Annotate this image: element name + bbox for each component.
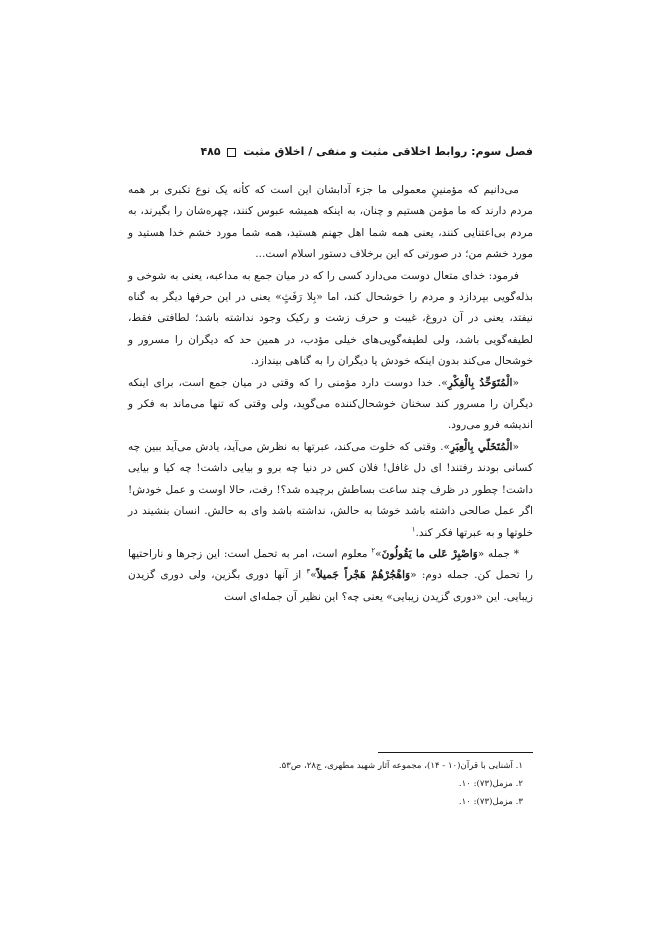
paragraph <box>128 373 533 437</box>
footnote: ۱. آشنایی با قرآن(۱۰ - ۱۴)، مجموعه آثار شهید مطهری، ج۲۸، ص۵۳. <box>278 761 523 771</box>
quote-text: الْمُتَخَلّي بِالْعِبَرِ <box>449 440 513 453</box>
text-run: از آنها دوری بگزین، ولی دوری گزیدن زیبایی. این «دوری گزیدن زیبایی» یعنی چه؟ این نظیر آن جمله‌ای است <box>128 569 533 603</box>
footnote-ref: ۲ <box>371 546 376 555</box>
chapter-title: فصل سوم: روابط اخلاقی مثبت و منفی / اخلاق مثبت <box>243 145 533 158</box>
paragraph <box>128 437 533 544</box>
body-text <box>128 180 533 608</box>
running-header <box>128 145 533 165</box>
text-run: ». خدا دوست دارد مؤمنی را که وقتی در میان جمع است، برای اینکه دیگران را مسرور کند سخنان خوشحال‌کننده می‌گوید، ولی وقتی که تنها می‌ماند به فکر و اندیشه فرو می‌رود. <box>128 376 533 432</box>
text-run: فرمود: خدای متعال دوست می‌دارد کسی را که در میان جمع به مداعبه، یعنی به شوخی و بذله‌گویی بپردازد و مردم را خوشحال کند، اما «بِلا رَفَثٍ» یعنی در این حرفها دیگر به گناه نیفتد، یعنی در آن دروغ، غیبت و حرف زشت و رکیک وجود نداشته باشد؛ لطافتی فقط، لطیفه‌گویی باشد، ولی لطیفه‌گویی‌های خیلی مؤدب، در همین حد که دیگران را مسرور و خوشحال می‌کند بدون اینکه خودش یا دیگران را به گناهی بیندازد. <box>128 269 533 368</box>
footnote: ۳. مزمل(۷۳): ۱۰. <box>458 797 523 807</box>
square-icon <box>227 148 236 157</box>
quote-text: وَاصْبِرْ عَلى ما يَقُولُونَ <box>381 547 478 560</box>
text-run: » <box>375 547 382 560</box>
footnotes <box>128 757 533 811</box>
text-run: می‌دانیم که مؤمنینِ معمولی ما جزء آدابشان این است که کأنه یک نوع تکبری بر همه مردم دارند که ما مؤمن هستیم و چنان، به اینکه همیشه عبوس کنند، چهره‌شان را بگیرند، به مردم بی‌اعتنایی کنند، یعنی همه شما اهل جهنم هستید، همه شما مورد خشم خدا هستید و مورد خشم من؛ در صورتی که این برخلاف دستور اسلام است... <box>128 184 533 261</box>
footnote-ref: ۱ <box>411 524 416 533</box>
text-run: معلوم است، امر به تحمل است: این زجرها و ناراحتیها را تحمل کن. جمله دوم: « <box>128 547 534 582</box>
paragraph <box>128 180 533 266</box>
quote-text: الْمُتَوَحِّدُ بِالْفِكْرِ <box>447 376 513 389</box>
text-run: ». وقتی که خلوت می‌کند، عبرتها به نظرش می‌آید، یادش می‌آید ببین چه کسانی بودند رفتند! ای دل غافل! فلان کس در دنیا چه برو و بیایی داشت! چه کیا و بیایی داشت! چطور در ظرف چند ساعت بساطش برچیده شد؟! رفت، حالا اوست و عمل خودش! اگر عمل صالحی داشته باشد خوشا به حالش، نداشته باشد وای به حالش. انسان بنشیند در خلوتها و به عبرتها فکر کند. <box>128 440 533 539</box>
footnote: ۲. مزمل(۷۳): ۱۰. <box>458 779 523 789</box>
text-run: « <box>512 440 519 453</box>
paragraph <box>128 266 533 373</box>
footnote-ref: ۳ <box>306 567 311 576</box>
footnote-separator <box>378 752 533 753</box>
quote-text: وَاهْجُرْهُمْ هَجْراً جَميلاً <box>316 569 411 582</box>
page-number: ۴۸۵ <box>200 145 221 158</box>
text-run: « <box>512 376 519 389</box>
text-run: * جمله « <box>477 547 520 560</box>
paragraph <box>128 544 533 608</box>
text-run: » <box>310 569 317 582</box>
